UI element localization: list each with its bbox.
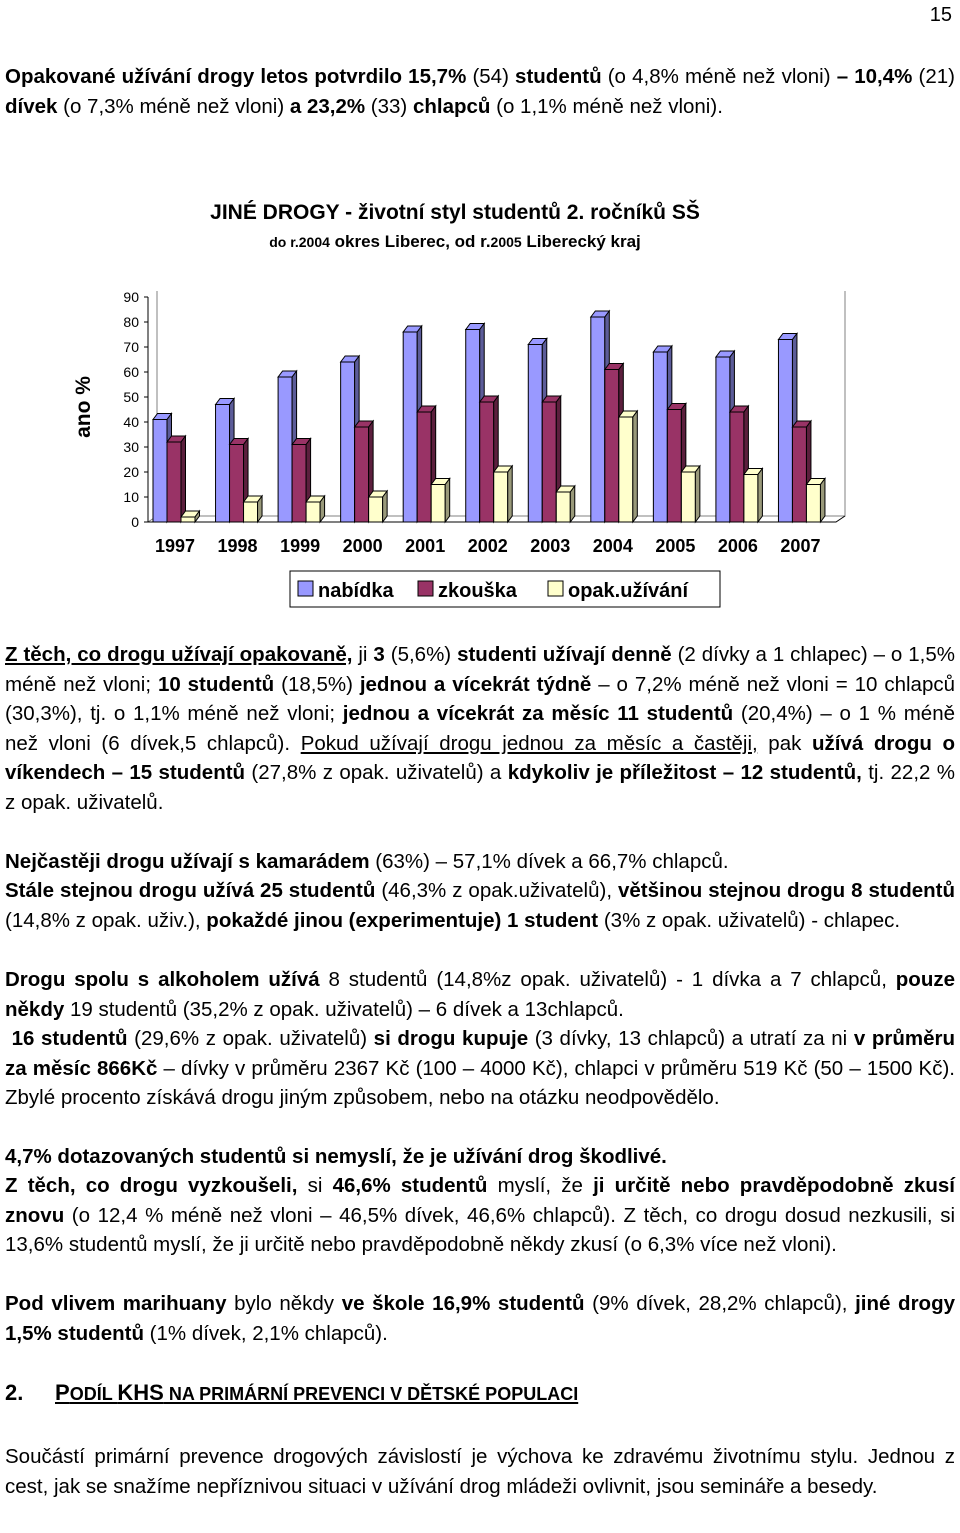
y-tick-label: 50 xyxy=(123,389,139,405)
p2-l: (20,4%) – o 1 % méně než vloni (6 dívek,5 chlapců). xyxy=(5,702,955,755)
bar-zkouška-2002 xyxy=(480,402,494,522)
p9-a: Pod vlivem marihuany xyxy=(5,1292,227,1315)
p10-a: Součástí primární prevence drogových závislostí je výchova ke zdravému životnímu stylu. Jednou z cest, jak se snažíme nepříznivou situaci v užívání drog mládeži ovlivnit, jsou semináře a besedy. xyxy=(5,1445,955,1498)
p7-a: 4,7% dotazovaných studentů si nemyslí, že je užívání drog škodlivé. xyxy=(5,1145,667,1168)
y-tick-label: 10 xyxy=(123,489,139,505)
usage-frequency-paragraph xyxy=(5,640,955,817)
x-tick-label: 2006 xyxy=(717,536,758,556)
p8-e: ji určitě nebo pravděpodobně zkusí znovu xyxy=(5,1174,955,1227)
p5-b: 8 studentů (14,8%z opak. uživatelů) - 1 dívka a 7 chlapců, xyxy=(319,968,896,991)
y-tick-label: 20 xyxy=(123,464,139,480)
p6-a: 16 studentů xyxy=(11,1027,128,1050)
bar-nabídka-2006 xyxy=(716,357,730,522)
bar-side xyxy=(633,411,638,522)
bar-nabídka-2001 xyxy=(403,332,417,522)
bar-zkouška-2007 xyxy=(792,427,806,522)
alcohol-paragraph xyxy=(5,965,955,1024)
intro-paragraph xyxy=(5,62,955,121)
p6-b: (29,6% z opak. uživatelů) xyxy=(127,1027,374,1050)
page-number: 15 xyxy=(929,4,952,26)
p4-d: (14,8% z opak. uživ.), xyxy=(5,908,207,932)
chart-title: JINÉ DROGY - životní styl studentů 2. ročníků SŠ xyxy=(210,201,700,224)
bar-opak.užívání-1997 xyxy=(181,517,195,522)
x-tick-label: 2001 xyxy=(405,536,446,556)
x-tick-label: 1998 xyxy=(217,536,258,556)
p2-c: 3 xyxy=(373,643,385,666)
same-drug-paragraph xyxy=(5,876,955,935)
bar-nabídka-2003 xyxy=(528,345,542,523)
intro-s8: (o 7,3% méně než vloni) xyxy=(57,94,290,118)
prevention-paragraph xyxy=(5,1442,955,1501)
p2-k: jednou a vícekrát za měsíc 11 studentů xyxy=(342,702,734,725)
x-tick-label: 2004 xyxy=(592,536,633,556)
intro-s5: – 10,4% xyxy=(836,65,913,88)
p9-b: bylo někdy xyxy=(226,1292,342,1315)
section-heading xyxy=(5,1380,578,1406)
x-tick-label: 2003 xyxy=(530,536,571,556)
p9-e: jiné drogy 1,5% studentů xyxy=(5,1292,956,1345)
p5-a: Drogu spolu s alkoholem užívá xyxy=(5,968,320,991)
x-tick-label: 2002 xyxy=(467,536,508,556)
company-paragraph xyxy=(5,847,955,877)
bar-side xyxy=(570,486,575,522)
bar-chart xyxy=(60,195,860,615)
intro-s7: dívek xyxy=(5,94,58,118)
bar-side xyxy=(181,436,186,522)
chart-subtitle: do r.2004 okres Liberec, od r.2005 Liberecký kraj xyxy=(269,232,641,251)
intro-s9: a 23,2% xyxy=(289,94,366,118)
p2-p: (27,8% z opak. uživatelů) a xyxy=(245,761,508,784)
p2-o: užívá drogu o víkendech – 15 studentů xyxy=(5,731,955,784)
bar-nabídka-1998 xyxy=(216,405,230,523)
bar-nabídka-2000 xyxy=(341,362,355,522)
legend-label: nabídka xyxy=(318,580,394,602)
bar-opak.užívání-2000 xyxy=(369,497,383,522)
bar-zkouška-2003 xyxy=(542,402,556,522)
bar-opak.užívání-2002 xyxy=(494,472,508,522)
bar-side xyxy=(820,479,825,523)
p2-e: studenti užívají denně xyxy=(457,643,672,666)
y-tick-label: 30 xyxy=(123,439,139,455)
intro-s2: (54) xyxy=(466,65,516,88)
chart-svg xyxy=(60,195,860,615)
p4-e: pokaždé jinou (experimentuje) 1 student xyxy=(206,908,599,932)
x-tick-label: 2000 xyxy=(342,536,383,556)
p6-e: v průměru za měsíc 866Kč xyxy=(5,1027,955,1080)
p5-d: 19 studentů (35,2% z opak. uživatelů) – 6 dívek a 13chlapců. xyxy=(64,997,624,1021)
p9-c: ve škole 16,9% studentů xyxy=(341,1292,585,1315)
bar-zkouška-2000 xyxy=(355,427,369,522)
p9-f: (1% dívek, 2,1% chlapců). xyxy=(143,1321,388,1345)
bar-side xyxy=(383,491,388,522)
p2-a: Z těch, co drogu užívají opakovaně, xyxy=(5,643,353,666)
bar-zkouška-2005 xyxy=(667,410,681,523)
bar-side xyxy=(695,466,700,522)
intro-s3: studentů xyxy=(515,65,602,88)
p8-f: (o 12,4 % méně než vloni – 46,5% dívek, 46,6% chlapců). Z těch, co drogu dosud nezkusili, si 13,6% studentů myslí, že ji určitě nebo pravděpodobně někdy zkusí (o 6,3% více než vloni). xyxy=(5,1203,955,1256)
p2-r: tj. 22,2 % z opak. uživatelů. xyxy=(5,761,955,814)
p2-q: kdykoliv je příležitost – 12 studentů, xyxy=(507,761,862,784)
p9-d: (9% dívek, 28,2% chlapců), xyxy=(584,1292,856,1315)
buying-paragraph xyxy=(5,1024,955,1113)
y-tick-label: 80 xyxy=(123,314,139,330)
bar-opak.užívání-1998 xyxy=(244,502,258,522)
bar-nabídka-2004 xyxy=(591,317,605,522)
bar-opak.užívání-2004 xyxy=(619,417,633,522)
p4-a: Stále stejnou drogu užívá 25 studentů xyxy=(5,879,376,902)
x-tick-label: 1999 xyxy=(280,536,321,556)
intro-s11: chlapců xyxy=(412,94,491,118)
legend-label: zkouška xyxy=(438,580,517,602)
bar-zkouška-2001 xyxy=(417,412,431,522)
p2-g: 10 studentů xyxy=(157,672,275,696)
p4-b: (46,3% z opak.uživatelů), xyxy=(375,879,618,902)
p6-d: (3 dívky, 13 chlapců) a utratí za ni xyxy=(528,1027,854,1050)
y-tick-label: 60 xyxy=(123,364,139,380)
y-tick-label: 70 xyxy=(123,339,139,355)
bar-zkouška-2006 xyxy=(730,412,744,522)
p6-c: si drogu kupuje xyxy=(373,1027,529,1050)
legend-swatch-opak.užívání xyxy=(548,581,563,596)
section-number: 2. xyxy=(5,1380,24,1405)
legend-swatch-nabídka xyxy=(298,581,313,596)
y-tick-label: 0 xyxy=(131,514,139,530)
p6-f: – dívky v průměru 2367 Kč (100 – 4000 Kč), chlapci v průměru 519 Kč (50 – 1500 Kč). Zbylé procento získává drogu jiným způsobem, nebo na otázku neodpovědělo. xyxy=(5,1056,955,1109)
p8-d: myslí, že xyxy=(487,1174,594,1197)
bar-side xyxy=(445,479,450,523)
intro-s12: (o 1,1% méně než vloni). xyxy=(490,94,723,118)
bar-nabídka-1997 xyxy=(153,420,167,523)
section-title: PODÍL KHS NA PRIMÁRNÍ PREVENCI V DĚTSKÉ POPULACI xyxy=(55,1380,579,1405)
bar-zkouška-1997 xyxy=(167,442,181,522)
bar-opak.užívání-2003 xyxy=(556,492,570,522)
x-tick-label: 2007 xyxy=(780,536,821,556)
intro-s4: (o 4,8% méně než vloni) xyxy=(601,65,837,88)
p2-j: – o 7,2% méně než vloni = 10 chlapců (30,3%), tj. o 1,1% méně než vloni; xyxy=(5,672,956,725)
bar-opak.užívání-1999 xyxy=(306,502,320,522)
p4-c: většinou stejnou drogu 8 studentů xyxy=(617,879,955,902)
legend-label: opak.užívání xyxy=(568,580,689,602)
y-axis-label: ano % xyxy=(72,376,95,438)
bar-zkouška-1999 xyxy=(292,445,306,523)
p8-c: 46,6% studentů xyxy=(332,1174,488,1197)
harmful-paragraph xyxy=(5,1142,955,1172)
legend-swatch-zkouška xyxy=(418,581,433,596)
p2-i: jednou a vícekrát týdně xyxy=(359,672,592,696)
bar-opak.užívání-2006 xyxy=(744,475,758,523)
p2-n: pak xyxy=(757,731,812,755)
intro-s6: (21) xyxy=(912,65,955,88)
p2-b: ji xyxy=(352,643,374,666)
y-tick-label: 90 xyxy=(123,289,139,305)
retry-paragraph xyxy=(5,1171,955,1260)
x-tick-label: 1997 xyxy=(154,536,196,556)
bar-zkouška-2004 xyxy=(605,370,619,523)
p2-m: Pokud užívají drogu jednou za měsíc a častěji, xyxy=(300,731,758,755)
p4-f: (3% z opak. uživatelů) - chlapec. xyxy=(598,908,901,932)
x-tick-label: 2005 xyxy=(655,536,696,556)
p2-h: (18,5%) xyxy=(274,672,360,696)
bar-nabídka-2002 xyxy=(466,330,480,523)
p5-c: pouze někdy xyxy=(5,968,955,1021)
bar-opak.užívání-2001 xyxy=(431,485,445,523)
school-influence-paragraph xyxy=(5,1289,955,1348)
bar-nabídka-2007 xyxy=(778,340,792,523)
p8-b: si xyxy=(297,1174,333,1197)
p2-d: (5,6%) xyxy=(384,643,458,666)
y-tick-label: 40 xyxy=(123,414,139,430)
p2-f: (2 dívky a 1 chlapec) – o 1,5% méně než vloni; xyxy=(5,643,955,696)
intro-s1: Opakované užívání drogy letos potvrdilo 15,7% xyxy=(5,65,467,88)
p8-a: Z těch, co drogu vyzkoušeli, xyxy=(5,1174,298,1197)
bar-opak.užívání-2007 xyxy=(806,485,820,523)
p3-b: (63%) – 57,1% dívek a 66,7% chlapců. xyxy=(369,850,729,873)
p3-a: Nejčastěji drogu užívají s kamarádem xyxy=(5,850,370,873)
bar-nabídka-1999 xyxy=(278,377,292,522)
bar-side xyxy=(508,466,513,522)
intro-s10: (33) xyxy=(365,94,413,118)
bar-zkouška-1998 xyxy=(230,445,244,523)
bar-nabídka-2005 xyxy=(653,352,667,522)
bar-side xyxy=(758,469,763,523)
bar-opak.užívání-2005 xyxy=(681,472,695,522)
